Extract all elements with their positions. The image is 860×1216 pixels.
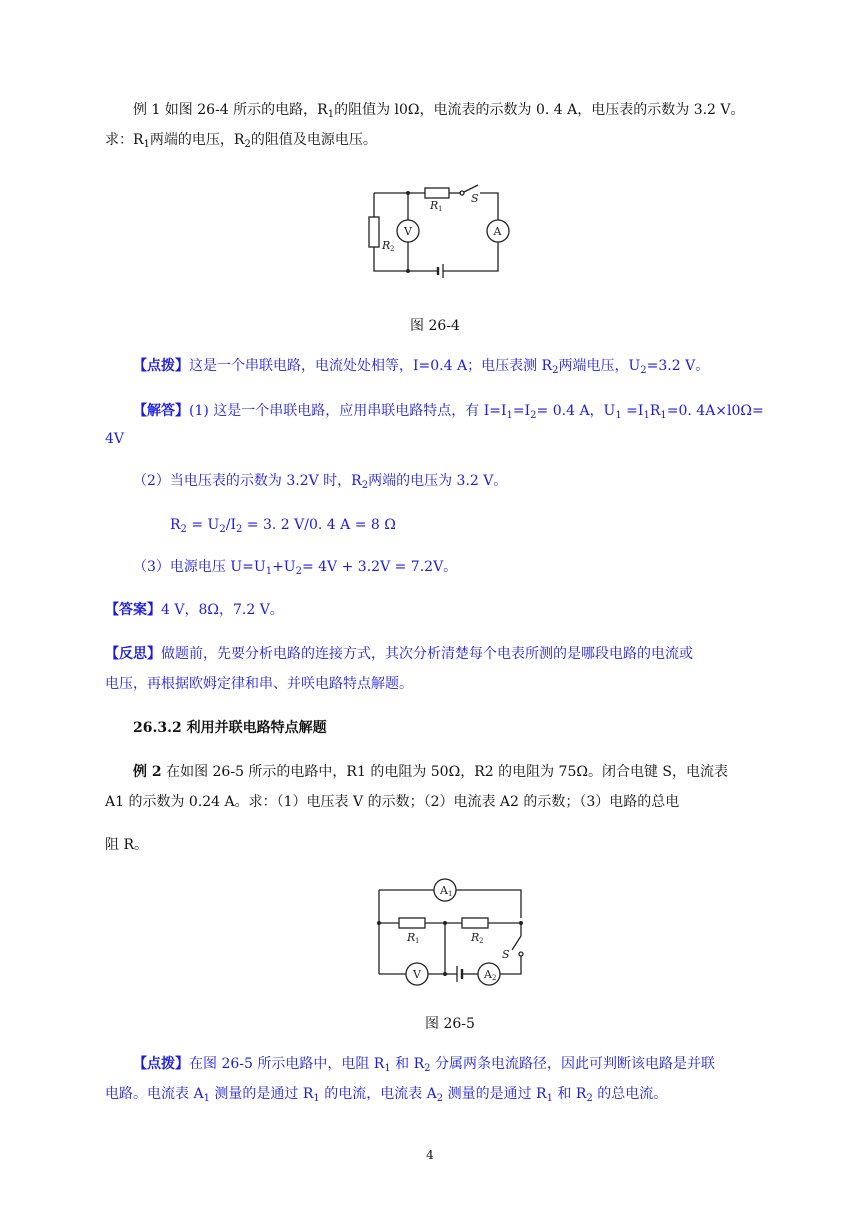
wire [480,193,498,220]
subscript: 2 [361,480,369,491]
text-run: =3.2 V。 [646,358,710,374]
subscript: 1 [660,410,667,421]
subscript: 1 [143,139,150,150]
subscript: 1 [313,1093,320,1104]
subscript: 2 [640,365,647,376]
reflection1-line1 [105,645,693,663]
solution1-line2 [133,472,507,490]
text-run: 两端电压，U [558,358,641,374]
switch-label: S [502,948,510,961]
r2-label: R [382,239,391,252]
subscript: 1 [384,1063,391,1074]
text-run: =I [621,403,644,419]
text-run: = 4V + 3.2V = 7.2V。 [301,559,458,575]
text-run: 做题前，先要分析电路的连接方式，其次分析清楚每个电表所测的是哪段电路的电流或 [161,646,693,662]
hint1-line [133,357,709,375]
text-run: R [170,517,181,533]
text-run: =I [512,403,531,419]
wire [443,242,498,271]
text-run: 电路。电流表 A [105,1086,204,1102]
section-title: 26.3.2 利用并联电路特点解题 [133,720,327,736]
text-run: = 0.4 A，U [536,403,616,419]
text-run: = 3. 2 V/0. 4 A = 8 Ω [242,517,396,533]
page-number: 4 [426,1148,434,1162]
switch-pivot [519,952,523,956]
text-run: 的电流，电流表 A [319,1086,437,1102]
tag: 【点拨】 [133,1056,189,1072]
subscript: 1 [203,1093,210,1104]
text-run: 例 1 如图 26-4 所示的电路，R [133,102,328,118]
junction-dot [377,921,381,925]
example2-line1 [133,763,728,781]
subscript: 1 [506,410,513,421]
tag: 【点拨】 [133,358,189,374]
example-label: 例 2 [133,764,162,780]
solution1-line1 [133,402,764,420]
subscript: 2 [586,1093,593,1104]
text-run: R [649,403,661,419]
subscript: 1 [643,410,650,421]
resistor-r2 [369,217,379,247]
subscript: 2 [244,139,251,150]
text-run: 的阻值及电源电压。 [250,132,377,148]
switch-pivot [460,191,464,195]
junction-dot [443,972,447,976]
r1-label: R [407,931,416,944]
junction-dot [406,191,410,195]
text-run: 和 R [552,1086,587,1102]
answer1-line [105,601,284,619]
voltmeter-label: V [404,225,412,238]
text-run: 测量的是通过 R [443,1086,547,1102]
r1-label-sub: 1 [415,937,420,945]
text-run: 这是一个串联电路，电流处处相等，I=0.4 A；电压表测 R [189,358,553,374]
example1-line1 [133,101,745,119]
circuit-diagram-26-5 [375,878,527,986]
subscript: 1 [615,410,622,421]
r2-label-sub: 2 [479,937,484,945]
subscript: 1 [265,566,273,577]
subscript: 1 [327,109,335,120]
a1-label-sub: 1 [448,890,453,898]
a2-label: A [484,968,492,981]
resistor-r1 [425,188,449,198]
subscript: 2 [180,524,187,535]
hint2-line2 [105,1085,667,1103]
voltmeter-label: V [413,968,421,981]
text-run: = U [186,517,220,533]
r1-label: R [430,199,439,212]
resistor-r2 [462,918,488,928]
subscript: 2 [235,524,243,535]
r2-label: R [471,931,480,944]
solution1-equation [170,516,396,534]
tag: 【反思】 [105,646,161,662]
example2-line2: A1 的示数为 0.24 A。求：（1）电压表 V 的示数；（2）电流表 A2 的示数；（3）电路的总电 [105,794,680,810]
switch-s [512,936,521,950]
text-run: =0. 4A×l0Ω= [666,403,764,419]
text-run: 分属两条电流路径，因此可判断该电路是并联 [430,1056,715,1072]
text-run: 两端的电压，R [149,132,245,148]
solution1-line3 [133,558,457,576]
reflection1-line2: 电压，再根据欧姆定律和串、并咲电路特点解题。 [105,676,413,692]
text-run: +U [272,559,296,575]
example2-line3: 阻 R。 [105,837,148,853]
text-run: /I [225,517,236,533]
solution1-line1-cont: 4V [105,431,125,447]
junction-dot [519,921,523,925]
switch-label: S [471,192,479,205]
subscript: 1 [546,1093,553,1104]
r2-label-sub: 2 [390,245,395,253]
ammeter-label: A [493,225,502,238]
junction-dot [443,921,447,925]
subscript: 2 [530,410,537,421]
text-run: 的总电流。 [592,1086,668,1102]
text-run: 测量的是通过 R [209,1086,314,1102]
figure2-caption: 图 26-5 [425,1016,475,1032]
text-run: （2）当电压表的示数为 3.2V 时，R [133,473,362,489]
a1-label: A [440,884,448,897]
text-run: （3）电源电压 U=U [133,559,266,575]
junction-dot [406,269,410,273]
subscript: 2 [436,1093,444,1104]
text-run: 在图 26-5 所示电路中，电阻 R [189,1056,385,1072]
text-run: (1) 这是一个串联电路，应用串联电路特点，有 I=I [189,403,507,419]
a2-label-sub: 2 [492,974,497,982]
text-run: 在如图 26-5 所示的电路中，R1 的电阻为 50Ω，R2 的电阻为 75Ω。闭合电键 S，电流表 [161,764,729,780]
r1-label-sub: 1 [438,205,443,213]
subscript: 2 [295,566,302,577]
subscript: 2 [219,524,226,535]
subscript: 2 [424,1063,431,1074]
text-run: 的阻值为 l0Ω，电流表的示数为 0. 4 A，电压表的示数为 3.2 V。 [334,102,745,118]
tag: 【解答】 [133,403,189,419]
text-run: 4 V，8Ω，7.2 V。 [161,602,284,618]
figure1-caption: 图 26-4 [410,318,460,334]
text-run: 求：R [105,132,144,148]
text-run: 和 R [390,1056,425,1072]
text-run: 两端的电压为 3.2 V。 [368,473,508,489]
hint2-line1 [133,1055,715,1073]
switch-s [464,185,478,192]
circuit-diagram-26-4 [358,175,518,285]
resistor-r1 [399,918,425,928]
example1-line2 [105,131,377,149]
subscript: 2 [552,365,559,376]
wire [456,890,521,918]
tag: 【答案】 [105,602,161,618]
